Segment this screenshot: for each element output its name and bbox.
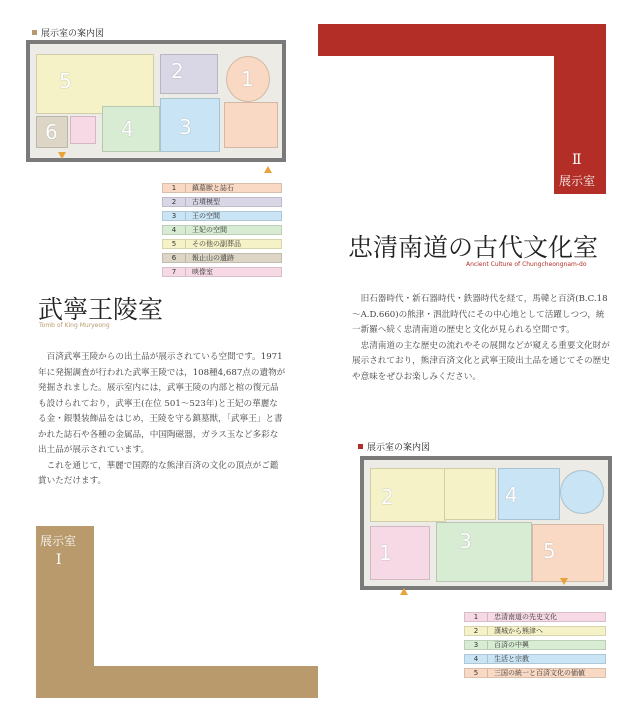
- hall1-legend-item-6: 6 報止山の遺跡: [162, 253, 282, 263]
- hall1-legend: [162, 183, 286, 281]
- hall2-paragraph-2: 忠清南道の主な歴史の流れやその展開などが窺える重要文化財が展示されており，熊津百済文化と武寧王陵出土品を通じてその歴史や意味をぜひお楽しみください。: [352, 340, 610, 382]
- hall2-legend-item-3: 3 百済の中興: [464, 640, 606, 650]
- hall2-subtitle: Ancient Culture of Chungcheongnam-do: [466, 261, 587, 268]
- hall1-badge-label: 展示室: [40, 534, 77, 548]
- hall1-legend-item-2: 2 古墳模型: [162, 197, 282, 207]
- hall1-subtitle: Tomb of King Muryeong: [39, 322, 110, 329]
- hall2-room-2: 2: [370, 468, 446, 522]
- entrance-arrow-icon: [400, 588, 408, 595]
- hall2-description: [352, 292, 610, 385]
- hall2-badge: [554, 24, 606, 194]
- hall1-paragraph-1: 百済武寧王陵からの出土品が展示されている空間です。1971年に発掘調査が行われた武寧王陵では，108種4,687点の遺物が発掘されました。展示室内には，武寧王陵の内部と棺の復元品も設けられており，武寧王(在位 501～523年)と王妃の華麗なる金・銀製装飾品をはじめ，王陵を守る鎮墓獣，「武寧王」と書かれた誌石や各種の金属品，中国陶磁器，ガラス玉など多彩な出土品が展示されています。: [38, 352, 286, 455]
- exit-arrow-icon: [560, 578, 568, 585]
- heading-marker-icon: [358, 444, 363, 449]
- hall1-legend-item-7: 7 映像室: [162, 267, 282, 277]
- hall1-floor-map: [26, 40, 286, 162]
- hall1-room-6: 6: [36, 116, 68, 148]
- hall1-room-7: [70, 116, 96, 144]
- hall2-badge-label: 展示室: [559, 174, 596, 188]
- hall2-map-heading: 展示室の案内図: [358, 440, 430, 453]
- hall1-room-5: 5: [36, 54, 154, 114]
- hall1-room-1-dome: 1: [226, 56, 270, 102]
- hall1-map-heading: 展示室の案内図: [32, 26, 104, 39]
- hall1-room-2: 2: [160, 54, 218, 94]
- hall1-title: 武寧王陵室: [38, 295, 164, 324]
- hall2-legend-item-4: 4 生活と宗教: [464, 654, 606, 664]
- hall2-legend-item-1: 1 忠清南道の先史文化: [464, 612, 606, 622]
- hall1-room-1: [224, 102, 278, 148]
- hall2-legend-item-5: 5 三国の統一と百済文化の価値: [464, 668, 606, 678]
- hall1-bracket-bar: [36, 666, 318, 698]
- hall2-room-4-dome: [560, 470, 604, 514]
- entrance-arrow-icon: [58, 152, 66, 159]
- hall2-room-2b: [444, 468, 496, 520]
- hall2-legend: [464, 612, 608, 682]
- hall1-description: [38, 350, 286, 490]
- heading-marker-icon: [32, 30, 37, 35]
- hall2-legend-item-2: 2 漢城から熊津へ: [464, 626, 606, 636]
- hall2-room-5: 5: [532, 524, 604, 582]
- hall2-room-3: 3: [436, 522, 532, 582]
- hall1-room-3: 3: [160, 98, 220, 152]
- hall1-legend-item-4: 4 王妃の空間: [162, 225, 282, 235]
- hall2-badge-numeral: Ⅱ: [572, 152, 582, 168]
- hall1-legend-item-3: 3 王の空間: [162, 211, 282, 221]
- hall2-title: 忠清南道の古代文化室: [348, 233, 599, 262]
- hall2-paragraph-1: 旧石器時代・新石器時代・鉄器時代を経て，馬韓と百済(B.C.18～A.D.660)の熊津・泗沘時代にその中心地として活躍しつつ，統一新羅へ続く忠清南道の歴史と文化が見られる空間です。: [352, 294, 608, 335]
- exit-arrow-icon: [264, 166, 272, 173]
- hall2-room-4: 4: [498, 468, 560, 520]
- hall1-legend-item-1: 1 鎮墓獣と誌石: [162, 183, 282, 193]
- hall1-paragraph-2: これを通じて，華麗で国際的な熊津百済の文化の頂点がご鑑賞いただけます。: [38, 460, 279, 486]
- hall2-floor-map: [360, 456, 612, 590]
- hall1-badge-numeral: Ⅰ: [56, 552, 62, 568]
- hall1-room-4: 4: [102, 106, 160, 152]
- hall1-legend-item-5: 5 その他の副葬品: [162, 239, 282, 249]
- hall2-room-1: 1: [370, 526, 430, 580]
